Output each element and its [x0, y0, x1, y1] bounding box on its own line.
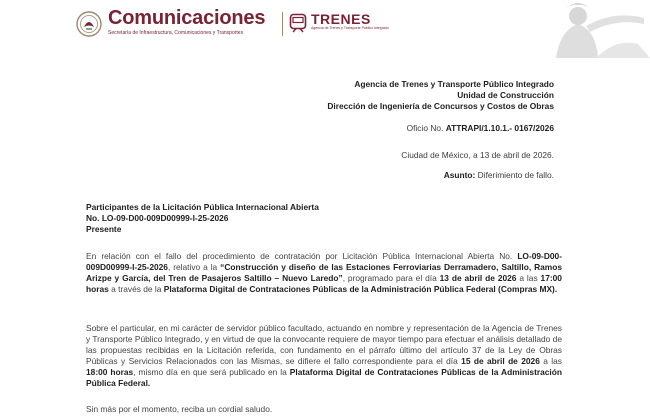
- subject-label: Asunto:: [443, 170, 476, 180]
- p1-text-5: a través de la: [108, 284, 164, 294]
- p2-text-3: , mismo día en que será publicado en la: [133, 367, 290, 377]
- p2-bold-1: 15 de abril de 2026: [461, 356, 540, 366]
- office-number-value: ATTRAPI/1.10.1.- 0167/2026: [445, 123, 554, 133]
- eagle-emblem-icon: [76, 11, 102, 37]
- agency-name: Agencia de Trenes y Transporte Público Integrado: [354, 79, 554, 89]
- p1-text-2: , relativo a la: [167, 262, 221, 272]
- trenes-subtitle: Agencia de Trenes y Transporte Público Integrado: [311, 26, 389, 30]
- trenes-logo-text: TRENES: [311, 11, 371, 27]
- p2-bold-2: 18:00 horas: [86, 367, 134, 377]
- subject: [444, 170, 554, 180]
- p1-bold-5: Plataforma Digital de Contrataciones Públicas de la Administración Pública Federal (Compras MX).: [163, 284, 558, 294]
- p1-text-1: En relación con el fallo del procedimiento de contratación por Licitación Pública Internacional Abierta No.: [86, 251, 518, 261]
- place-date: Ciudad de México, a 13 de abril de 2026.: [401, 150, 554, 160]
- recipient-line-1: Participantes de la Licitación Pública Internacional Abierta: [86, 202, 319, 212]
- header-divider: [282, 12, 283, 36]
- office-number-label: Oficio No.: [406, 123, 444, 133]
- direction-name: Dirección de Ingeniería de Concursos y Costos de Obras: [327, 101, 554, 111]
- p1-text-4: a las: [516, 273, 541, 283]
- unit-name: Unidad de Construcción: [457, 90, 554, 100]
- recipient-line-2: No. LO-09-D00-009D00999-I-25-2026: [86, 213, 229, 223]
- p2-text-1: Sobre el particular, en mi carácter de servidor público facultado, actuando en nombre y representación de la Agencia de Trenes y Transporte Público Integrado, y en virtud de que la convocante requiere de mayor tiempo para efectuar el análisis detallado de las propuestas recibidas en la Licitación referida, con fundamento en el párrafo último del artículo 37 de la Ley de Obras Públicas y Servicios Relacionados con las Mismas, se difiere el fallo correspondiente para el día: [86, 323, 562, 366]
- p1-bold-2: “Construcción y diseño de las Estaciones Ferroviarias Derramadero, Saltillo, Ramos Arizpe y García, del Tren de Pasajeros Saltillo – Nuevo Laredo”: [86, 262, 562, 283]
- p2-text-2: a las: [539, 356, 562, 366]
- p1-bold-3: 13 de abril de 2026: [439, 273, 517, 283]
- p1-bold-1: LO-09-D00-009D00999-I-25-2026: [86, 251, 562, 272]
- office-number: [407, 123, 554, 133]
- watermark-figure-icon: [526, 0, 650, 58]
- p1-bold-4: 17:00 horas: [86, 273, 562, 294]
- brand-title: Comunicaciones: [108, 7, 266, 29]
- brand-subtitle: Secretaría de Infraestructura, Comunicaciones y Transportes: [108, 30, 244, 36]
- subject-text: Diferimiento de fallo.: [477, 170, 554, 180]
- p2-bold-3: Plataforma Digital de Contrataciones Públicas de la Administración Pública Federal.: [86, 367, 562, 388]
- p1-text-3: , programado para el día: [342, 273, 440, 283]
- paragraph-2: [86, 323, 562, 389]
- paragraph-1: [86, 251, 562, 295]
- train-icon: [289, 13, 307, 33]
- closing-greeting: Sin más por el momento, reciba un cordial saludo.: [86, 404, 273, 414]
- recipient-line-3: Presente: [86, 224, 122, 234]
